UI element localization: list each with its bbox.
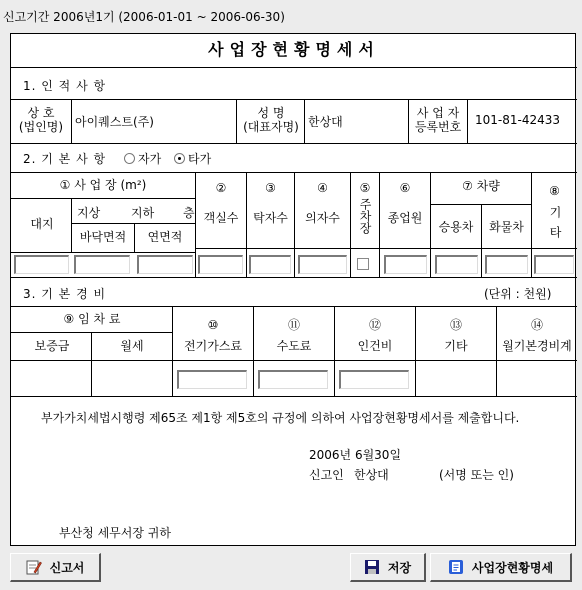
representative-name-value[interactable]: 한상대 <box>308 115 343 129</box>
area-header: ① 사 업 장 (m²) <box>59 178 147 192</box>
representative-label-line2: (대표자명) <box>243 120 299 134</box>
floor-area-input[interactable] <box>74 255 130 274</box>
form-title: 사업장현황명세서 <box>208 40 380 59</box>
parking-header: 주차장 <box>358 198 372 234</box>
save-button[interactable] <box>350 553 426 582</box>
car-input[interactable] <box>435 255 478 274</box>
rent-header: ⑨ 임 차 료 <box>63 312 121 326</box>
radio-self-icon <box>124 153 135 164</box>
monthly-total-num: ⑭ <box>530 318 543 332</box>
truck-input[interactable] <box>485 255 528 274</box>
water-num: ⑪ <box>287 318 300 332</box>
tables-header: 탁자수 <box>253 211 288 225</box>
car-header: 승용차 <box>438 220 474 234</box>
regno-value[interactable]: 101-81-42433 <box>475 113 561 127</box>
rooms-input[interactable] <box>198 255 243 274</box>
floor-header: 층 <box>183 206 195 220</box>
floor-area-header: 바닥면적 <box>79 230 127 244</box>
chairs-header: 의자수 <box>305 211 340 225</box>
ownership-other-label: 타가 <box>188 152 212 166</box>
addressee: 부산청 세무서장 귀하 <box>59 526 171 540</box>
report-period: 신고기간 2006년1기 (2006-01-01 ~ 2006-06-30) <box>3 10 285 24</box>
total-area-header: 연면적 <box>147 230 183 244</box>
parking-checkbox[interactable] <box>357 258 369 270</box>
staff-header: 종업원 <box>387 211 423 225</box>
ownership-other-radio[interactable] <box>174 150 211 167</box>
electricity-input[interactable] <box>177 370 247 389</box>
electricity-num: ⑩ <box>207 318 219 332</box>
monthly-total-header: 월기본경비계 <box>502 339 572 353</box>
electricity-header: 전기가스료 <box>184 339 242 353</box>
section1-title: 1. 인 적 사 항 <box>23 79 107 93</box>
save-button-label: 저장 <box>387 560 412 575</box>
above-ground-header: 지상 <box>77 206 101 220</box>
land-input[interactable] <box>14 255 69 274</box>
radio-other-icon <box>174 153 185 164</box>
statement-button-label: 사업장현황명세 <box>471 560 554 575</box>
regno-label-line1: 사 업 자 <box>416 106 460 120</box>
company-label <box>13 104 69 136</box>
total-area-input[interactable] <box>137 255 193 274</box>
company-label-line1: 상 호 <box>27 106 55 120</box>
report-button[interactable] <box>10 553 101 582</box>
labor-input[interactable] <box>339 370 409 389</box>
statement-button[interactable] <box>430 553 572 582</box>
tables-input[interactable] <box>249 255 291 274</box>
other-expense-header: 기타 <box>444 339 468 353</box>
deposit-header: 보증금 <box>34 339 70 353</box>
document-icon <box>448 559 464 575</box>
unit-label: (단위 : 천원) <box>484 287 552 301</box>
declarant-name: 한상대 <box>354 468 389 482</box>
tables-num: ③ <box>265 181 276 195</box>
etc-num: ⑧ <box>549 184 560 198</box>
section2-title: 2. 기 본 사 항 <box>23 152 107 166</box>
section3-title: 3. 기 본 경 비 <box>23 287 107 301</box>
company-label-line2: (법인명) <box>18 120 64 134</box>
signature-label: (서명 또는 인) <box>439 468 514 482</box>
etc-header: 기타 <box>548 206 562 246</box>
report-form-icon <box>26 559 42 575</box>
other-expense-num: ⑬ <box>449 318 462 332</box>
vehicle-header: ⑦ 차량 <box>462 179 500 193</box>
below-ground-header: 지하 <box>131 206 155 220</box>
monthly-rent-header: 월세 <box>120 339 144 353</box>
land-header: 대지 <box>30 217 54 231</box>
statement-form <box>10 33 576 546</box>
chairs-input[interactable] <box>298 255 347 274</box>
report-button-label: 신고서 <box>49 560 85 575</box>
declarant-label: 신고인 <box>309 468 344 482</box>
ownership-self-radio[interactable] <box>124 150 161 167</box>
rooms-num: ② <box>215 181 227 195</box>
regno-label-line2: 등록번호 <box>414 120 462 134</box>
truck-header: 화물차 <box>489 220 524 234</box>
company-name-value[interactable]: 아이퀘스트(주) <box>75 115 154 129</box>
chairs-num: ④ <box>317 181 328 195</box>
labor-num: ⑫ <box>368 318 381 332</box>
ownership-self-label: 자가 <box>138 152 162 166</box>
labor-header: 인건비 <box>357 339 393 353</box>
rooms-header: 객실수 <box>203 211 239 225</box>
declaration-text: 부가가치세법시행령 제65조 제1항 제5호의 규정에 의하여 사업장현황명세서를 제출합니다. <box>41 411 520 425</box>
staff-input[interactable] <box>384 255 427 274</box>
save-disk-icon <box>364 559 380 575</box>
water-input[interactable] <box>258 370 328 389</box>
staff-num: ⑥ <box>399 181 411 195</box>
water-header: 수도료 <box>276 339 312 353</box>
representative-label-line1: 성 명 <box>257 106 285 120</box>
parking-num: ⑤ <box>359 181 371 195</box>
etc-input[interactable] <box>534 255 574 274</box>
regno-label <box>409 104 467 136</box>
declaration-date: 2006년 6월30일 <box>309 448 402 462</box>
representative-label <box>237 104 305 136</box>
